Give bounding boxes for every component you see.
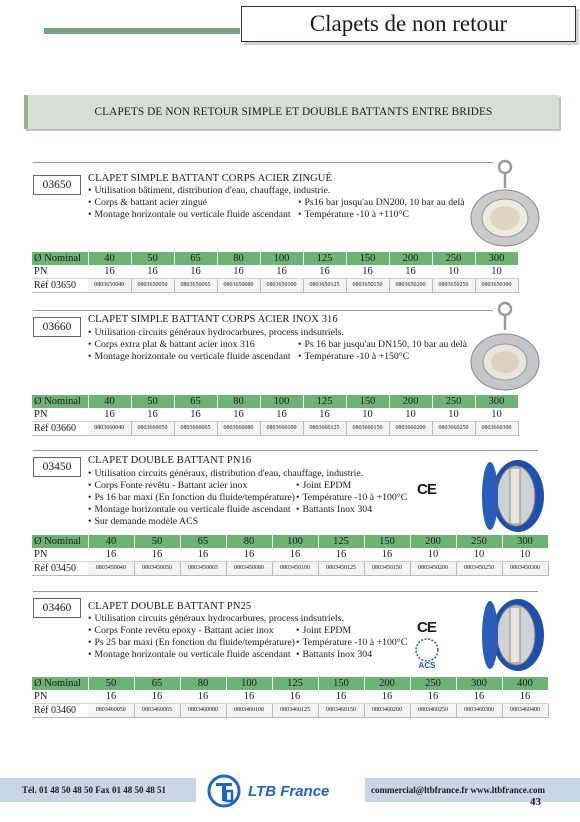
product-ref-box: 03460: [33, 598, 81, 618]
ref-cell: 0803450125: [318, 562, 364, 576]
product-ref-box: 03660: [33, 317, 81, 337]
dn-cell: 300: [456, 677, 502, 690]
pn-cell: 10: [456, 548, 502, 562]
dn-cell: 80: [217, 252, 260, 265]
feature-item: • Ps 16 bar maxi (En fonction du fluide/température): [88, 492, 295, 503]
pn-cell: 16: [456, 690, 502, 704]
pn-cell: 16: [260, 265, 303, 279]
pn-cell: 16: [226, 548, 272, 562]
ref-cell: 0803660040: [88, 422, 131, 436]
acs-certification-badge: [412, 637, 442, 671]
dn-cell: 200: [389, 395, 432, 408]
ref-cell: 0803660200: [389, 422, 432, 436]
ref-cell: 0803660300: [475, 422, 518, 436]
ref-cell: 0803450100: [272, 562, 318, 576]
dn-cell: 50: [134, 535, 180, 548]
feature-item: • Utilisation circuits généraux, distribution d'eau, chauffage, industrie.: [88, 468, 363, 479]
dn-cell: 100: [260, 395, 303, 408]
dn-cell: 150: [346, 252, 389, 265]
pn-cell: 16: [88, 690, 134, 704]
feature-item: • Ps16 bar jusqu'au DN200, 10 bar au delà: [298, 197, 465, 208]
dn-cell: 80: [226, 535, 272, 548]
product-ref-box: 03450: [33, 457, 81, 477]
feature-item: • Ps 25 bar maxi (En fonction du fluide/température): [88, 637, 295, 648]
pn-cell: 16: [174, 408, 217, 422]
feature-item: • Corps & battant acier zingué: [88, 197, 207, 208]
feature-item: • Corps Fonte revêtu epoxy - Battant acier inox: [88, 625, 274, 636]
ref-cell: 0803460400: [502, 704, 548, 718]
dn-cell: 150: [364, 535, 410, 548]
ref-cell: 0803660050: [131, 422, 174, 436]
ref-cell: 0803460050: [88, 704, 134, 718]
dn-cell: 400: [502, 677, 548, 690]
divider-line: [33, 450, 538, 451]
nominal-label: Ø Nominal: [32, 535, 88, 548]
feature-item: • Ps 16 bar jusqu'au DN150, 10 bar au delà: [298, 339, 467, 350]
dn-cell: 80: [180, 677, 226, 690]
feature-item: • Joint EPDM: [296, 625, 351, 636]
pn-cell: 16: [217, 408, 260, 422]
pn-cell: 16: [180, 690, 226, 704]
ref-cell: 0803450250: [456, 562, 502, 576]
pn-cell: 16: [364, 690, 410, 704]
pn-cell: 16: [260, 408, 303, 422]
pn-cell: 10: [432, 265, 475, 279]
spec-table: [32, 395, 519, 436]
ref-cell: 0803460080: [180, 704, 226, 718]
pn-cell: 16: [303, 265, 346, 279]
section-banner: CLAPETS DE NON RETOUR SIMPLE ET DOUBLE BATTANTS ENTRE BRIDES: [24, 95, 559, 129]
footer-contact: commercial@ltbfrance.fr www.ltbfrance.com: [365, 778, 580, 802]
single-plate-valve-inox-image: [465, 300, 545, 392]
ref-cell: 0803650080: [217, 279, 260, 293]
pn-label: PN: [32, 265, 88, 279]
dn-cell: 40: [88, 535, 134, 548]
feature-item: • Corps extra plat & battant acier inox 316: [88, 339, 255, 350]
pn-cell: 16: [88, 265, 131, 279]
dn-cell: 250: [432, 395, 475, 408]
dn-cell: 250: [432, 252, 475, 265]
ref-label: Réf 03650: [32, 279, 88, 293]
pn-cell: 10: [389, 408, 432, 422]
ref-cell: 0803460125: [272, 704, 318, 718]
dn-cell: 250: [456, 535, 502, 548]
ref-cell: 0803460250: [410, 704, 456, 718]
ref-cell: 0803450040: [88, 562, 134, 576]
feature-item: • Montage horizontale ou verticale fluide ascendant: [88, 209, 291, 220]
pn-cell: 16: [303, 408, 346, 422]
ref-cell: 0803450080: [226, 562, 272, 576]
dn-cell: 50: [88, 677, 134, 690]
feature-item: • Température -10 à +100°C: [296, 637, 407, 648]
feature-item: • Utilisation circuits généraux hydrocarbures, process indsutriels.: [88, 327, 344, 338]
ce-mark: CE: [417, 481, 436, 498]
pn-cell: 10: [346, 408, 389, 422]
dual-plate-valve-pn16-image: [470, 456, 550, 536]
pn-cell: 16: [134, 690, 180, 704]
ref-label: Réf 03460: [32, 704, 88, 718]
product-title: CLAPET SIMPLE BATTANT CORPS ACIER ZINGUÉ: [88, 173, 333, 184]
ref-cell: 0803450150: [364, 562, 410, 576]
pn-cell: 16: [389, 265, 432, 279]
ref-cell: 0803450050: [134, 562, 180, 576]
dual-plate-valve-pn25-image: [470, 595, 550, 675]
page-footer: [0, 765, 580, 822]
dn-cell: 125: [318, 535, 364, 548]
spec-table: [32, 252, 519, 293]
ref-cell: 0803660080: [217, 422, 260, 436]
dn-cell: 150: [318, 677, 364, 690]
pn-cell: 10: [475, 265, 518, 279]
dn-cell: 100: [226, 677, 272, 690]
pn-cell: 16: [226, 690, 272, 704]
feature-item: • Température -10 à +110°C: [298, 209, 409, 220]
pn-cell: 16: [88, 548, 134, 562]
ref-cell: 0803650250: [432, 279, 475, 293]
pn-cell: 16: [318, 548, 364, 562]
dn-cell: 50: [131, 252, 174, 265]
ref-label: Réf 03660: [32, 422, 88, 436]
acs-label: ACS: [418, 661, 436, 670]
pn-cell: 16: [131, 408, 174, 422]
product-ref-box: 03650: [33, 175, 81, 195]
ref-cell: 0803650200: [389, 279, 432, 293]
spec-table: [32, 677, 549, 718]
ref-cell: 0803660150: [346, 422, 389, 436]
pn-label: PN: [32, 548, 88, 562]
product-title: CLAPET DOUBLE BATTANT PN25: [88, 601, 252, 612]
dn-cell: 65: [174, 252, 217, 265]
ref-cell: 0803460100: [226, 704, 272, 718]
pn-cell: 16: [180, 548, 226, 562]
divider-line: [33, 591, 538, 592]
pn-cell: 16: [410, 690, 456, 704]
feature-item: • Température -10 à +100°C: [296, 492, 407, 503]
dn-cell: 100: [272, 535, 318, 548]
dn-cell: 125: [272, 677, 318, 690]
divider-line: [33, 310, 493, 311]
spec-table: [32, 535, 549, 576]
ref-cell: 0803460300: [456, 704, 502, 718]
feature-item: • Battants Inox 304: [296, 649, 372, 660]
pn-cell: 16: [272, 548, 318, 562]
ref-cell: 0803650100: [260, 279, 303, 293]
ce-mark: CE: [417, 619, 436, 636]
dn-cell: 125: [303, 252, 346, 265]
dn-cell: 300: [475, 252, 518, 265]
ref-cell: 0803650050: [131, 279, 174, 293]
feature-item: • Montage horizontale ou verticale fluide ascendant: [88, 351, 291, 362]
ref-cell: 0803650125: [303, 279, 346, 293]
pn-cell: 16: [88, 408, 131, 422]
dn-cell: 300: [502, 535, 548, 548]
nominal-label: Ø Nominal: [32, 677, 88, 690]
pn-cell: 16: [318, 690, 364, 704]
dn-cell: 250: [410, 677, 456, 690]
dn-cell: 300: [475, 395, 518, 408]
dn-cell: 100: [260, 252, 303, 265]
feature-item: • Battants Inox 304: [296, 504, 372, 515]
dn-cell: 65: [180, 535, 226, 548]
ref-cell: 0803650150: [346, 279, 389, 293]
pn-cell: 10: [502, 548, 548, 562]
pn-cell: 10: [410, 548, 456, 562]
dn-cell: 125: [303, 395, 346, 408]
dn-cell: 150: [346, 395, 389, 408]
dn-cell: 200: [364, 677, 410, 690]
ref-cell: 0803660250: [432, 422, 475, 436]
ref-cell: 0803660125: [303, 422, 346, 436]
ref-cell: 0803450200: [410, 562, 456, 576]
page-title: Clapets de non retour: [241, 6, 576, 42]
dn-cell: 65: [174, 395, 217, 408]
dn-cell: 80: [217, 395, 260, 408]
single-plate-valve-zinc-image: [465, 158, 545, 248]
page-number: 43: [530, 796, 541, 808]
dn-cell: 65: [134, 677, 180, 690]
feature-item: • Utilisation bâtiment, distribution d'eau, chauffage, industrie.: [88, 185, 330, 196]
pn-cell: 16: [272, 690, 318, 704]
ref-cell: 0803660065: [174, 422, 217, 436]
ref-cell: 0803650065: [174, 279, 217, 293]
nominal-label: Ø Nominal: [32, 395, 88, 408]
dn-cell: 40: [88, 252, 131, 265]
feature-item: • Utilisation circuits généraux hydrocarbures, process indsutriels.: [88, 613, 344, 624]
feature-item: • Corps Fonte revêtu - Battant acier inox: [88, 480, 247, 491]
product-title: CLAPET DOUBLE BATTANT PN16: [88, 455, 252, 466]
feature-item: • Joint EPDM: [296, 480, 351, 491]
feature-item: • Montage horizontale ou verticale fluide ascendant: [88, 649, 291, 660]
pn-cell: 16: [346, 265, 389, 279]
ltb-logo-icon: [206, 773, 242, 809]
ref-cell: 0803650040: [88, 279, 131, 293]
title-accent-bar: [44, 28, 240, 34]
pn-cell: 10: [432, 408, 475, 422]
ref-cell: 0803460150: [318, 704, 364, 718]
pn-label: PN: [32, 408, 88, 422]
divider-line: [33, 162, 493, 163]
pn-cell: 16: [134, 548, 180, 562]
feature-item: • Température -10 à +150°C: [298, 351, 409, 362]
pn-cell: 16: [217, 265, 260, 279]
pn-label: PN: [32, 690, 88, 704]
brand-name: LTB France: [248, 783, 330, 800]
dn-cell: 200: [410, 535, 456, 548]
dn-cell: 40: [88, 395, 131, 408]
ref-cell: 0803660100: [260, 422, 303, 436]
nominal-label: Ø Nominal: [32, 252, 88, 265]
dn-cell: 50: [131, 395, 174, 408]
feature-item: • Montage horizontale ou verticale fluide ascendant: [88, 504, 291, 515]
pn-cell: 10: [475, 408, 518, 422]
ref-label: Réf 03450: [32, 562, 88, 576]
ref-cell: 0803450065: [180, 562, 226, 576]
product-title: CLAPET SIMPLE BATTANT CORPS ACIER INOX 316: [88, 314, 338, 325]
pn-cell: 16: [131, 265, 174, 279]
pn-cell: 16: [502, 690, 548, 704]
ref-cell: 0803460065: [134, 704, 180, 718]
ref-cell: 0803460200: [364, 704, 410, 718]
dn-cell: 200: [389, 252, 432, 265]
ref-cell: 0803450300: [502, 562, 548, 576]
feature-item: • Sur demande modèle ACS: [88, 516, 198, 527]
footer-phone: Tél. 01 48 50 48 50 Fax 01 48 50 48 51: [0, 778, 196, 802]
pn-cell: 16: [174, 265, 217, 279]
pn-cell: 16: [364, 548, 410, 562]
ref-cell: 0803650300: [475, 279, 518, 293]
